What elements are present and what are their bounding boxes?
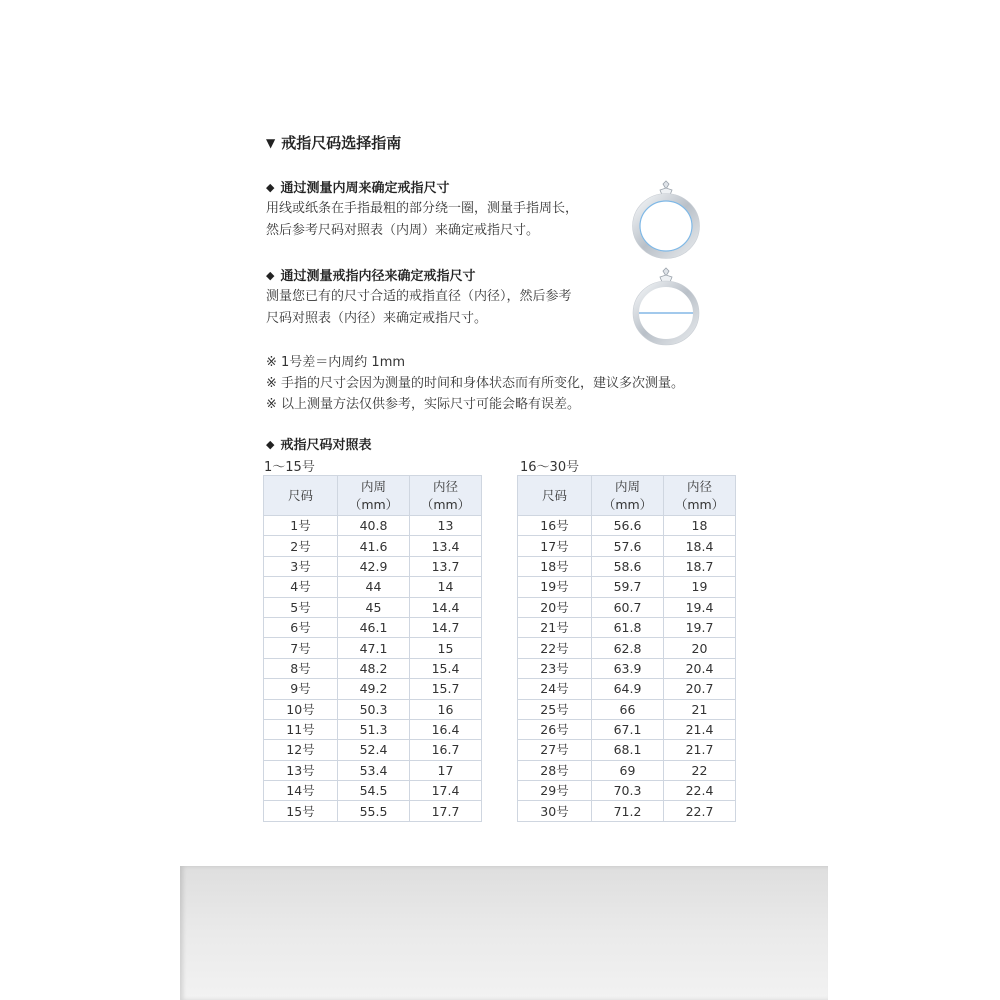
cell-size: 10号 (264, 699, 338, 719)
size-table-left (263, 475, 482, 822)
cell-inner-diameter: 15 (410, 638, 482, 658)
cell-size: 2号 (264, 536, 338, 556)
table-row (518, 597, 736, 617)
section-line: 测量您已有的尺寸合适的戒指直径（内径），然后参考 (266, 289, 572, 304)
cell-size: 22号 (518, 638, 592, 658)
cell-size: 17号 (518, 536, 592, 556)
cell-inner-diameter: 13.7 (410, 556, 482, 576)
cell-inner-diameter: 17.7 (410, 801, 482, 821)
cell-size: 5号 (264, 597, 338, 617)
cell-inner-diameter: 21.4 (664, 719, 736, 739)
cell-inner-diameter: 20.7 (664, 679, 736, 699)
table-row (264, 801, 482, 821)
cell-inner-diameter: 14 (410, 577, 482, 597)
table-row (264, 536, 482, 556)
header-inner-circumference: 内周 （mm） (338, 476, 410, 516)
cell-inner-circumference: 52.4 (338, 740, 410, 760)
page-title-text: 戒指尺码选择指南 (281, 134, 402, 152)
cell-inner-circumference: 70.3 (592, 781, 664, 801)
cell-size: 29号 (518, 781, 592, 801)
cell-inner-circumference: 45 (338, 597, 410, 617)
table-row (518, 719, 736, 739)
cell-inner-diameter: 19 (664, 577, 736, 597)
cell-size: 11号 (264, 719, 338, 739)
cell-inner-diameter: 15.7 (410, 679, 482, 699)
cell-size: 7号 (264, 638, 338, 658)
cell-size: 26号 (518, 719, 592, 739)
table-row (264, 638, 482, 658)
cell-inner-diameter: 19.7 (664, 617, 736, 637)
cell-inner-circumference: 53.4 (338, 760, 410, 780)
cell-inner-diameter: 22 (664, 760, 736, 780)
note-item: ※ 以上测量方法仅供参考，实际尺寸可能会略有误差。 (266, 397, 581, 412)
cell-inner-circumference: 55.5 (338, 801, 410, 821)
table-row (264, 740, 482, 760)
triangle-down-icon: ▼ (266, 136, 276, 150)
cell-inner-diameter: 21.7 (664, 740, 736, 760)
size-table-title (266, 434, 371, 453)
header-inner-diameter: 内径 （mm） (664, 476, 736, 516)
cell-size: 8号 (264, 658, 338, 678)
cell-inner-diameter: 16 (410, 699, 482, 719)
cell-size: 28号 (518, 760, 592, 780)
section-heading (266, 178, 626, 198)
diamond-icon: ◆ (266, 269, 275, 282)
cell-inner-circumference: 44 (338, 577, 410, 597)
note-item: ※ 手指的尺寸会因为测量的时间和身体状态而有所变化，建议多次测量。 (266, 376, 685, 391)
cell-size: 16号 (518, 516, 592, 536)
cell-inner-diameter: 13 (410, 516, 482, 536)
cell-size: 25号 (518, 699, 592, 719)
cell-inner-diameter: 13.4 (410, 536, 482, 556)
cell-size: 27号 (518, 740, 592, 760)
table-row (264, 699, 482, 719)
cell-inner-circumference: 50.3 (338, 699, 410, 719)
cell-inner-diameter: 14.7 (410, 617, 482, 637)
table-row (518, 577, 736, 597)
table-row (264, 577, 482, 597)
ring-circumference-icon (630, 180, 702, 260)
cell-size: 3号 (264, 556, 338, 576)
cell-inner-circumference: 68.1 (592, 740, 664, 760)
cell-size: 21号 (518, 617, 592, 637)
note-item: ※ 1号差＝内周约 1mm (266, 355, 406, 370)
diamond-icon: ◆ (266, 438, 275, 451)
cell-inner-circumference: 57.6 (592, 536, 664, 556)
bottom-gray-panel (180, 866, 828, 1000)
cell-size: 14号 (264, 781, 338, 801)
cell-inner-diameter: 19.4 (664, 597, 736, 617)
table-row (518, 617, 736, 637)
cell-inner-diameter: 20.4 (664, 658, 736, 678)
cell-inner-circumference: 61.8 (592, 617, 664, 637)
header-size: 尺码 (518, 476, 592, 516)
cell-inner-circumference: 46.1 (338, 617, 410, 637)
table-row (518, 679, 736, 699)
cell-inner-circumference: 51.3 (338, 719, 410, 739)
cell-inner-diameter: 15.4 (410, 658, 482, 678)
notes (266, 352, 684, 415)
section-circumference (266, 178, 626, 242)
table-row (518, 638, 736, 658)
cell-inner-circumference: 49.2 (338, 679, 410, 699)
table-row (264, 719, 482, 739)
header-inner-diameter: 内径 （mm） (410, 476, 482, 516)
cell-size: 4号 (264, 577, 338, 597)
table-row (518, 801, 736, 821)
cell-size: 23号 (518, 658, 592, 678)
table-header-row (264, 476, 482, 516)
table-row (264, 658, 482, 678)
table-row (518, 781, 736, 801)
cell-inner-diameter: 18.7 (664, 556, 736, 576)
cell-size: 12号 (264, 740, 338, 760)
cell-inner-diameter: 18 (664, 516, 736, 536)
cell-inner-circumference: 48.2 (338, 658, 410, 678)
cell-size: 19号 (518, 577, 592, 597)
cell-inner-diameter: 17.4 (410, 781, 482, 801)
cell-inner-diameter: 21 (664, 699, 736, 719)
cell-inner-circumference: 69 (592, 760, 664, 780)
left-table-range: 1～15号 (264, 460, 315, 475)
cell-size: 1号 (264, 516, 338, 536)
cell-inner-circumference: 40.8 (338, 516, 410, 536)
header-size: 尺码 (264, 476, 338, 516)
cell-inner-circumference: 63.9 (592, 658, 664, 678)
cell-inner-diameter: 14.4 (410, 597, 482, 617)
size-table-title-text: 戒指尺码对照表 (280, 438, 372, 453)
size-table-right (517, 475, 736, 822)
table-row (518, 516, 736, 536)
section-line: 尺码对照表（内径）来确定戒指尺寸。 (266, 311, 488, 326)
cell-size: 18号 (518, 556, 592, 576)
cell-inner-circumference: 54.5 (338, 781, 410, 801)
cell-size: 6号 (264, 617, 338, 637)
section-line: 然后参考尺码对照表（内周）来确定戒指尺寸。 (266, 223, 540, 238)
table-row (518, 536, 736, 556)
table-row (518, 556, 736, 576)
cell-size: 13号 (264, 760, 338, 780)
diamond-icon: ◆ (266, 181, 275, 194)
cell-inner-circumference: 42.9 (338, 556, 410, 576)
table-header-row (518, 476, 736, 516)
cell-size: 20号 (518, 597, 592, 617)
table-row (264, 556, 482, 576)
cell-inner-circumference: 71.2 (592, 801, 664, 821)
table-row (264, 597, 482, 617)
ring-diameter-icon (630, 266, 702, 346)
cell-inner-diameter: 17 (410, 760, 482, 780)
cell-inner-circumference: 58.6 (592, 556, 664, 576)
cell-inner-diameter: 16.7 (410, 740, 482, 760)
table-row (264, 617, 482, 637)
cell-inner-circumference: 56.6 (592, 516, 664, 536)
section-line: 用线或纸条在手指最粗的部分绕一圈，测量手指周长， (266, 201, 579, 216)
cell-inner-diameter: 22.4 (664, 781, 736, 801)
table-row (518, 760, 736, 780)
cell-inner-circumference: 60.7 (592, 597, 664, 617)
cell-size: 30号 (518, 801, 592, 821)
cell-inner-diameter: 18.4 (664, 536, 736, 556)
table-row (264, 781, 482, 801)
table-row (518, 740, 736, 760)
table-row (264, 760, 482, 780)
cell-inner-circumference: 67.1 (592, 719, 664, 739)
cell-inner-circumference: 64.9 (592, 679, 664, 699)
cell-inner-circumference: 47.1 (338, 638, 410, 658)
cell-size: 9号 (264, 679, 338, 699)
table-row (518, 658, 736, 678)
header-inner-circumference: 内周 （mm） (592, 476, 664, 516)
table-row (264, 679, 482, 699)
section-diameter (266, 266, 626, 330)
section-heading-text: 通过测量戒指内径来确定戒指尺寸 (280, 269, 476, 284)
right-table-range: 16～30号 (520, 460, 580, 475)
cell-inner-diameter: 20 (664, 638, 736, 658)
cell-inner-circumference: 59.7 (592, 577, 664, 597)
table-row (264, 516, 482, 536)
cell-inner-circumference: 62.8 (592, 638, 664, 658)
cell-inner-circumference: 66 (592, 699, 664, 719)
page-title (266, 132, 401, 153)
table-row (518, 699, 736, 719)
cell-size: 24号 (518, 679, 592, 699)
cell-inner-diameter: 16.4 (410, 719, 482, 739)
cell-inner-circumference: 41.6 (338, 536, 410, 556)
section-heading-text: 通过测量内周来确定戒指尺寸 (280, 181, 450, 196)
section-heading (266, 266, 626, 286)
cell-inner-diameter: 22.7 (664, 801, 736, 821)
cell-size: 15号 (264, 801, 338, 821)
